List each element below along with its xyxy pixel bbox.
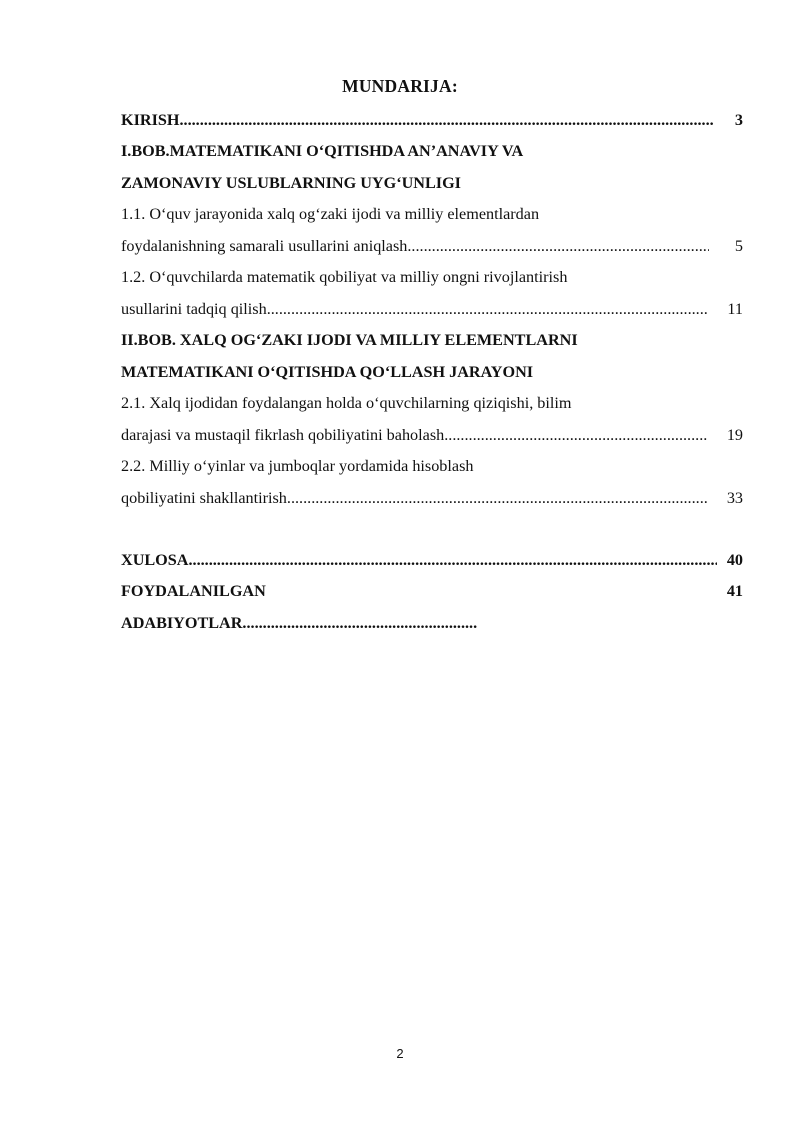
toc-section-1-1-line-2 [121, 234, 743, 258]
toc-entry-page: 11 [727, 300, 743, 318]
page-number: 2 [396, 1046, 404, 1061]
page-title: MUNDARIJA: [342, 76, 458, 96]
toc-entry-title: FOYDALANILGAN [121, 582, 266, 600]
toc-entry-kirish [121, 108, 743, 132]
toc-chapter-2-line-1: II.BOB. XALQ OG‘ZAKI IJODI VA MILLIY ELEMENTLARNI [121, 331, 578, 349]
toc-entry-title: XULOSA [121, 551, 189, 569]
toc-entry-title: darajasi va mustaqil fikrlash qobiliyatini baholash [121, 426, 445, 444]
toc-section-2-1-line-1: 2.1. Xalq ijodidan foydalangan holda o‘quvchilarning qiziqishi, bilim [121, 394, 572, 412]
dot-leader [444, 423, 707, 447]
toc-entry-page: 41 [726, 582, 743, 600]
toc-entry-references-line-2: ADABIYOTLAR.......................................................... [121, 614, 478, 632]
toc-entry-page: 40 [726, 551, 743, 569]
dot-leader [188, 548, 717, 572]
toc-entry-page: 19 [726, 426, 743, 444]
toc-entry-title: foydalanishning samarali usullarini aniqlash [121, 237, 408, 255]
toc-section-2-1-line-2 [121, 423, 743, 447]
toc-section-2-2-line-1: 2.2. Milliy o‘yinlar va jumboqlar yordamida hisoblash [121, 457, 474, 475]
dot-leader [267, 297, 707, 321]
dot-leader [179, 108, 713, 132]
toc-section-2-2-line-2 [121, 486, 743, 510]
toc-entry-page: 3 [734, 111, 743, 129]
toc-chapter-1-line-1: I.BOB.MATEMATIKANI O‘QITISHDA AN’ANAVIY VA [121, 142, 524, 160]
toc-entry-page: 33 [726, 489, 743, 507]
toc-section-1-2-line-1: 1.2. O‘quvchilarda matematik qobiliyat va milliy ongni rivojlantirish [121, 268, 568, 286]
toc-chapter-2-line-2: MATEMATIKANI O‘QITISHDA QO‘LLASH JARAYONI [121, 363, 534, 381]
toc-chapter-1-line-2: ZAMONAVIY USLUBLARNING UYG‘UNLIGI [121, 174, 461, 192]
toc-entry-title: KIRISH [121, 111, 180, 129]
dot-leader [407, 234, 709, 258]
toc-section-1-1-line-1: 1.1. O‘quv jarayonida xalq og‘zaki ijodi va milliy elementlardan [121, 205, 540, 223]
toc-entry-page: 5 [734, 237, 743, 255]
toc-entry-xulosa [121, 548, 743, 572]
toc-entry-title: usullarini tadqiq qilish [121, 300, 267, 318]
toc-entry-title: qobiliyatini shakllantirish [121, 489, 287, 507]
toc-entry-references-line-1 [121, 579, 743, 603]
dot-leader [287, 486, 707, 510]
toc-section-1-2-line-2 [121, 297, 743, 321]
